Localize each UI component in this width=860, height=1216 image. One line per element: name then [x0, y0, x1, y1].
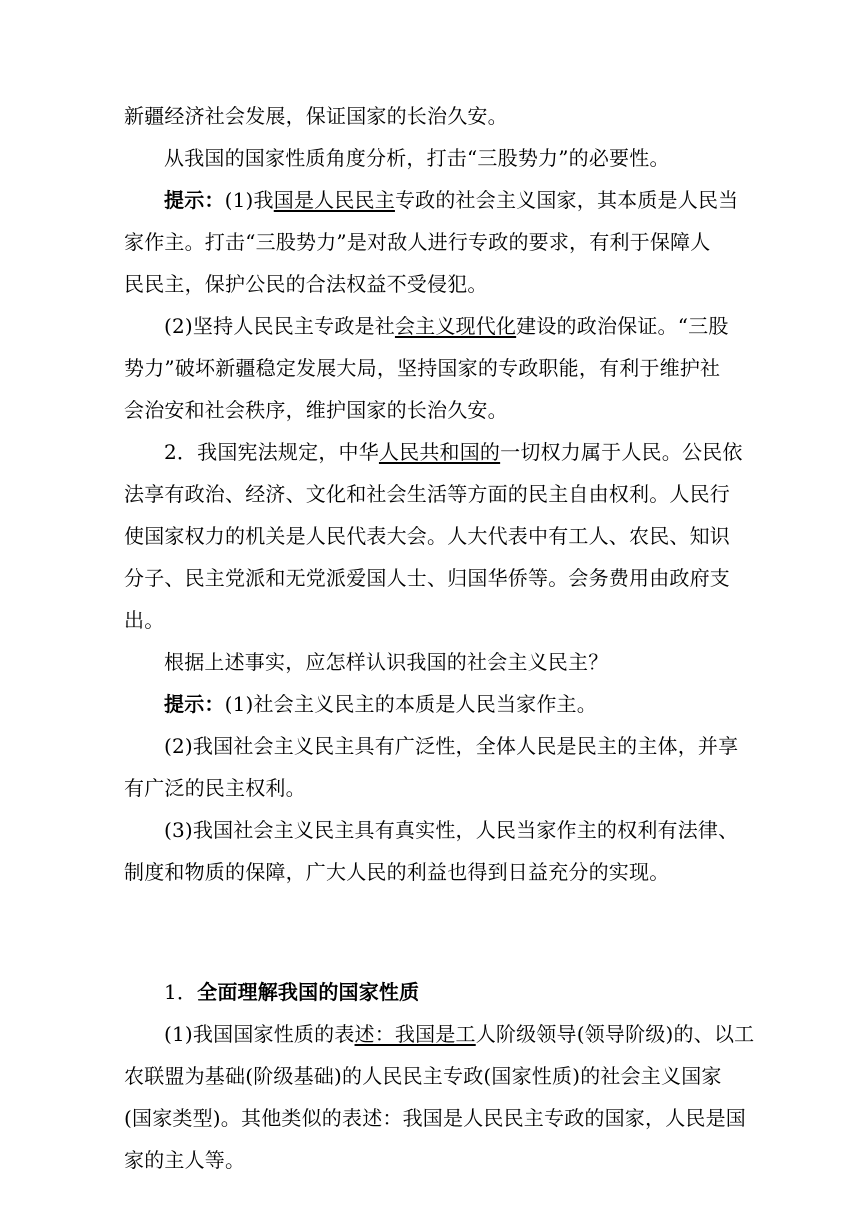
underlined-text: 述：我国是工	[354, 1022, 476, 1046]
hint-line	[164, 186, 784, 214]
text: 农联盟为基础(阶级基础)的人民民主专政(国家性质)的社会主义国家	[124, 1064, 722, 1088]
paragraph-line	[124, 858, 744, 886]
paragraph-line	[124, 270, 744, 298]
paragraph-line	[124, 102, 744, 130]
text: 人阶级领导(领导阶级)的、以工	[475, 1022, 755, 1046]
hint-label: 提示：	[164, 692, 225, 716]
paragraph-line	[164, 732, 784, 760]
paragraph-line	[124, 1146, 744, 1174]
text: (1)我国国家性质的表	[164, 1022, 355, 1046]
text: 有广泛的民主权利。	[124, 776, 306, 800]
text: (1)我	[224, 188, 274, 212]
text: 家作主。打击“三股势力”是对敌人进行专政的要求，有利于保障人	[124, 230, 711, 254]
text: 制度和物质的保障，广大人民的利益也得到日益充分的实现。	[124, 860, 670, 884]
paragraph-line	[164, 816, 784, 844]
text: 分子、民主党派和无党派爱国人士、归国华侨等。会务费用由政府支	[124, 566, 730, 590]
paragraph-line	[124, 228, 744, 256]
text: 从我国的国家性质角度分析，打击“三股势力”的必要性。	[164, 146, 670, 170]
text: 家的主人等。	[124, 1148, 246, 1172]
text: 一切权力属于人民。公民依	[500, 440, 743, 464]
text: (3)我国社会主义民主具有真实性，人民当家作主的权利有法律、	[164, 818, 739, 842]
text: 会治安和社会秩序，维护国家的长治久安。	[124, 398, 508, 422]
paragraph-line	[124, 354, 744, 382]
text: (国家类型)。其他类似的表述：我国是人民民主专政的国家，人民是国	[124, 1106, 747, 1130]
paragraph-line	[124, 1104, 747, 1132]
text: 出。	[124, 608, 165, 632]
question-line	[164, 144, 784, 172]
paragraph-line	[164, 438, 784, 466]
text: 专政的社会主义国家，其本质是人民当	[394, 188, 739, 212]
text: 根据上述事实，应怎样认识我国的社会主义民主？	[164, 650, 609, 674]
question-line	[164, 648, 784, 676]
text: (1)社会主义民主的本质是人民当家作主。	[224, 692, 597, 716]
paragraph-line	[124, 396, 744, 424]
paragraph-line	[124, 564, 744, 592]
section-heading	[164, 978, 784, 1006]
text: (2)我国社会主义民主具有广泛性，全体人民是民主的主体，并享	[164, 734, 739, 758]
underlined-text: 人民共和国的	[378, 440, 501, 464]
text: 新疆经济社会发展，保证国家的长治久安。	[124, 104, 508, 128]
paragraph-line	[124, 774, 744, 802]
underlined-text: 国是人民民主	[273, 188, 395, 212]
text: 2．我国宪法规定，中华	[164, 440, 379, 464]
heading-title: 全面理解我国的国家性质	[197, 980, 420, 1004]
hint-label: 提示：	[164, 188, 225, 212]
text: 势力”破坏新疆稳定发展大局，坚持国家的专政职能，有利于维护社	[124, 356, 721, 380]
underlined-text: 会主义现代化	[394, 314, 517, 338]
text: 建设的政治保证。“三股	[516, 314, 729, 338]
paragraph-line	[164, 1020, 784, 1048]
heading-number: 1．	[164, 980, 198, 1004]
paragraph-line	[124, 606, 744, 634]
hint-line	[164, 690, 784, 718]
paragraph-line	[124, 480, 744, 508]
paragraph-line	[124, 522, 744, 550]
text: (2)坚持人民民主专政是社	[164, 314, 395, 338]
paragraph-line	[164, 312, 784, 340]
text: 民民主，保护公民的合法权益不受侵犯。	[124, 272, 488, 296]
paragraph-line	[124, 1062, 744, 1090]
text: 使国家权力的机关是人民代表大会。人大代表中有工人、农民、知识	[124, 524, 730, 548]
text: 法享有政治、经济、文化和社会生活等方面的民主自由权利。人民行	[124, 482, 730, 506]
